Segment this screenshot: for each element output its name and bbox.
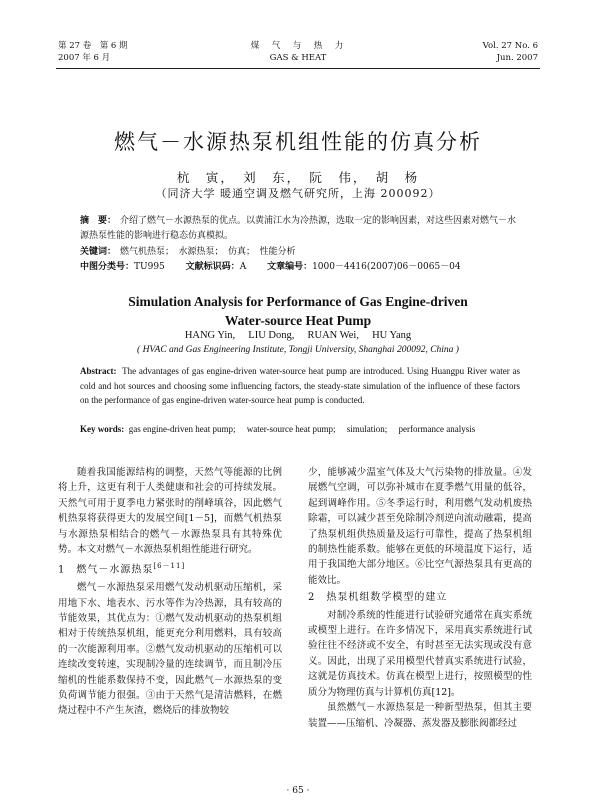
page-number: · 65 · — [286, 786, 310, 796]
classification-line — [80, 260, 520, 275]
date-cn: 2007 年 6 月 — [58, 53, 111, 63]
section-1-heading — [58, 559, 282, 578]
section-1-paragraph: 燃气－水源热泵采用燃气发动机驱动压缩机，采用地下水、地表水、污水等作为冷热源，具有较高的节能效果，其优点为：①燃气发动机驱动的热泵机组相对于传统热泵机组，能更充分利用燃料，具有较高的一次能源利用率。②燃气发动机驱动的压缩机可以连续改变转速，实现制冷量的连续调节，而且制冷压缩机的性能系数保持不变，因此燃气－水源热泵的变负荷调节能力很强。③由于天然气是清洁燃料，在燃烧过程中不产生灰渣，燃烧后的排放物较 — [58, 582, 282, 717]
doc-code-value: A — [239, 262, 247, 272]
header-rule — [56, 68, 540, 69]
abstract-label-en: Abstract: — [80, 366, 117, 376]
section-1-paragraph-continued: 少，能够减少温室气体及大气污染物的排放量。④发展燃气空调，可以弥补城市在夏季燃气用量的低谷，起到调峰作用。⑤冬季运行时，利用燃气发动机废热除霜，可以减少甚至免除制冷剂逆向流动融霜，提高了热泵机组供热质量及运行可靠性，提高了热泵机组的制热性能系数。能够在更低的环境温度下运行，适用于我国绝大部分地区。⑥比空气源热泵具有更高的能效比。 — [308, 467, 532, 586]
authors-en: HANG Yin, LIU Dong, RUAN Wei, HU Yang — [184, 330, 412, 341]
section-2-heading: 2 热泵机组数学模型的建立 — [308, 592, 448, 604]
abstract-label-cn: 摘 要： — [80, 216, 117, 226]
abstract-text-cn: 介绍了燃气－水源热泵的优点。以黄浦江水为冷热源，选取一定的影响因素，对这些因素对燃气－水源热泵性能的影响进行稳态仿真模拟。 — [80, 216, 517, 241]
clc-value: TU995 — [134, 262, 165, 272]
volume-issue-en: Vol. 27 No. 6 — [482, 41, 538, 51]
abstract-cn — [80, 214, 520, 244]
affiliation-en: ( HVAC and Gas Engineering Institute, Tongji University, Shanghai 200092, China ) — [137, 345, 459, 355]
paper-title-en-line1: Simulation Analysis for Performance of Gas Engine-driven — [128, 294, 468, 309]
doc-code-label: 文献标识码： — [185, 262, 240, 272]
keywords-text-cn: 燃气机热泵； 水源热泵； 仿真； 性能分析 — [120, 247, 296, 257]
keywords-en — [80, 422, 520, 437]
volume-issue-cn: 第 27 卷 第 6 期 — [58, 41, 128, 51]
authors-cn: 杭 寅， 刘 东， 阮 伟， 胡 杨 — [176, 170, 420, 185]
paper-title-en — [0, 292, 596, 330]
journal-name-en: GAS & HEAT — [269, 53, 327, 63]
section-2-paragraph-2: 虽然燃气－水源热泵是一种新型热泵，但其主要装置——压缩机、冷凝器、蒸发器及膨胀阀都经过 — [308, 702, 532, 729]
section-1-citation: [6－11] — [153, 562, 186, 571]
keywords-label-en: Key words: — [80, 424, 125, 434]
abstract-text-en: The advantages of gas engine-driven water-source heat pump are introduced. Using Huangpu River water as cold and hot sources and choosing some influencing factors, the steady-state simulation of the influence of these factors on the performance of gas engine-driven water-source heat pump is conducted. — [80, 366, 520, 405]
article-no-value: 1000－4416(2007)06－0065－04 — [312, 262, 461, 272]
article-no-label: 文章编号： — [267, 262, 313, 272]
paper-title-cn: 燃气－水源热泵机组性能的仿真分析 — [114, 130, 482, 154]
body-column-right — [308, 465, 532, 731]
keywords-label-cn: 关键词： — [80, 247, 117, 257]
date-en: Jun. 2007 — [496, 53, 538, 63]
journal-volume-issue-en — [483, 40, 538, 64]
keywords-text-en: gas engine-driven heat pump; water-source heat pump; simulation; performance analysis — [128, 424, 476, 434]
body-column-left — [58, 465, 282, 719]
intro-paragraph: 随着我国能源结构的调整，天然气等能源的比例将上升，这更有利于人类健康和社会的可持续发展。天然气可用于夏季电力紧张时的削峰填谷，因此燃气机热泵将获得更大的发展空间[1－5]，而燃气机热泵与水源热泵相结合的燃气－水源热泵具有其特殊优势。本文对燃气－水源热泵机组性能进行研究。 — [58, 467, 282, 556]
section-2-paragraph-1: 对制冷系统的性能进行试验研究通常在真实系统或模型上进行。在许多情况下，采用真实系统进行试验往往不经济或不安全，有时甚至无法实现或没有意义。因此，出现了采用模型代替真实系统进行试验，这就是仿真技术。仿真在模型上进行，按照模型的性质分为物理仿真与计算机仿真[12]。 — [308, 609, 532, 698]
journal-name-cn: 煤 气 与 热 力 — [250, 41, 346, 51]
keywords-cn — [80, 245, 520, 260]
affiliation-cn: （同济大学 暖通空调及燃气研究所，上海 200092） — [155, 187, 441, 200]
clc-label: 中图分类号： — [80, 262, 135, 272]
section-1-title: 1 燃气－水源热泵 — [58, 564, 154, 576]
abstract-en — [80, 364, 520, 408]
paper-title-en-line2: Water-source Heat Pump — [224, 313, 372, 328]
